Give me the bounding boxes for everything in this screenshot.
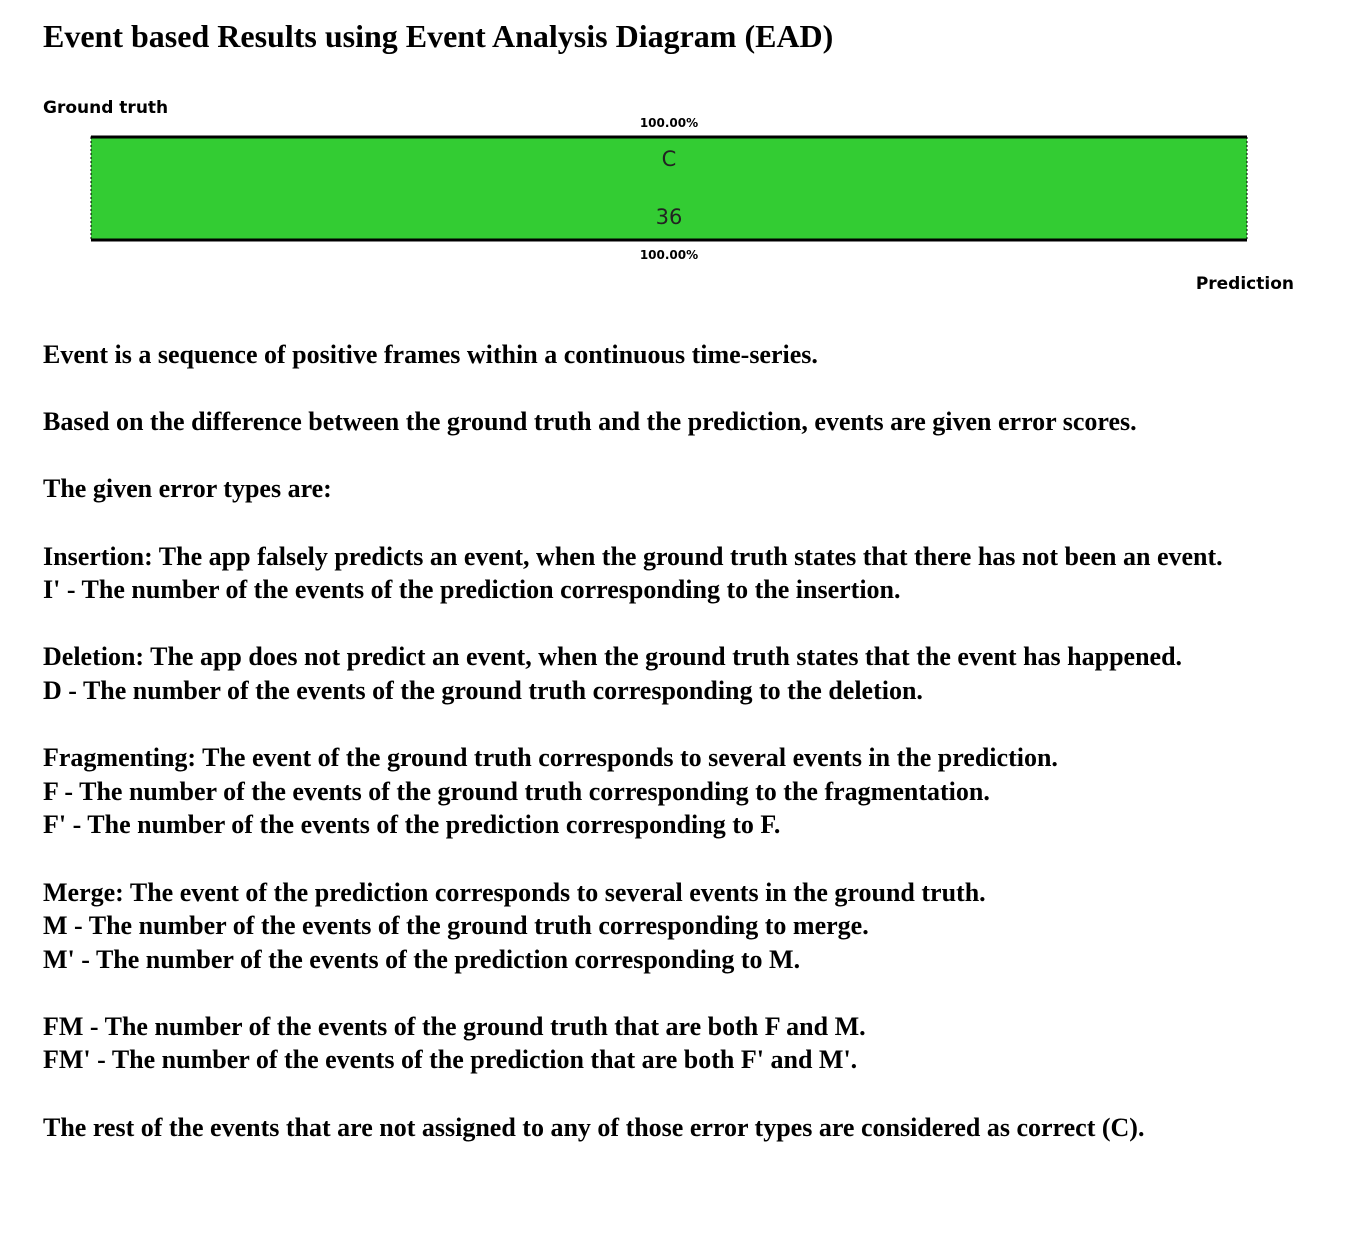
description xyxy=(43,338,1301,1178)
segment-category-label: C xyxy=(661,147,677,171)
description-error-types-intro: The given error types are: xyxy=(43,474,332,504)
description-correct-definition: The rest of the events that are not assigned to any of those error types are considered as correct (C). xyxy=(43,1112,1145,1142)
merge-block xyxy=(43,876,1301,977)
page-title: Event based Results using Event Analysis Diagram (EAD) xyxy=(43,18,834,54)
ead-chart xyxy=(0,0,1348,320)
prediction-percent-label: 100.00% xyxy=(639,248,699,262)
insertion-block xyxy=(43,540,1301,607)
deletion-count-definition: D - The number of the events of the ground truth corresponding to the deletion. xyxy=(43,675,923,705)
fragmenting-block xyxy=(43,741,1301,842)
insertion-count-definition: I' - The number of the events of the prediction corresponding to the insertion. xyxy=(43,575,901,605)
description-event-definition: Event is a sequence of positive frames within a continuous time-series. xyxy=(43,340,818,369)
segment-value-label: 36 xyxy=(655,205,683,229)
insertion-definition: Insertion: The app falsely predicts an event, when the ground truth states that there has not been an event. xyxy=(43,541,1223,571)
merge-count-definition: M - The number of the events of the ground truth corresponding to merge. xyxy=(43,911,869,941)
fragmenting-count-definition: F - The number of the events of the ground truth corresponding to the fragmentation. xyxy=(43,776,990,806)
fm-block xyxy=(43,1010,1301,1077)
prediction-label: Prediction xyxy=(1195,274,1294,294)
deletion-block xyxy=(43,640,1301,707)
merge-definition: Merge: The event of the prediction corresponds to several events in the ground truth. xyxy=(43,877,986,907)
deletion-definition: Deletion: The app does not predict an event, when the ground truth states that the event has happened. xyxy=(43,642,1183,672)
fragmenting-prediction-count-definition: F' - The number of the events of the prediction corresponding to F. xyxy=(43,810,781,840)
description-error-scores: Based on the difference between the ground truth and the prediction, events are given error scores. xyxy=(43,407,1137,437)
ground-truth-label: Ground truth xyxy=(43,98,169,118)
fm-definition: FM - The number of the events of the ground truth that are both F and M. xyxy=(43,1011,866,1041)
fragmenting-definition: Fragmenting: The event of the ground truth corresponds to several events in the prediction. xyxy=(43,743,1058,773)
ground-truth-percent-label: 100.00% xyxy=(639,116,699,130)
merge-prediction-count-definition: M' - The number of the events of the prediction corresponding to M. xyxy=(43,944,801,974)
fm-prediction-definition: FM' - The number of the events of the prediction that are both F' and M'. xyxy=(43,1045,858,1075)
